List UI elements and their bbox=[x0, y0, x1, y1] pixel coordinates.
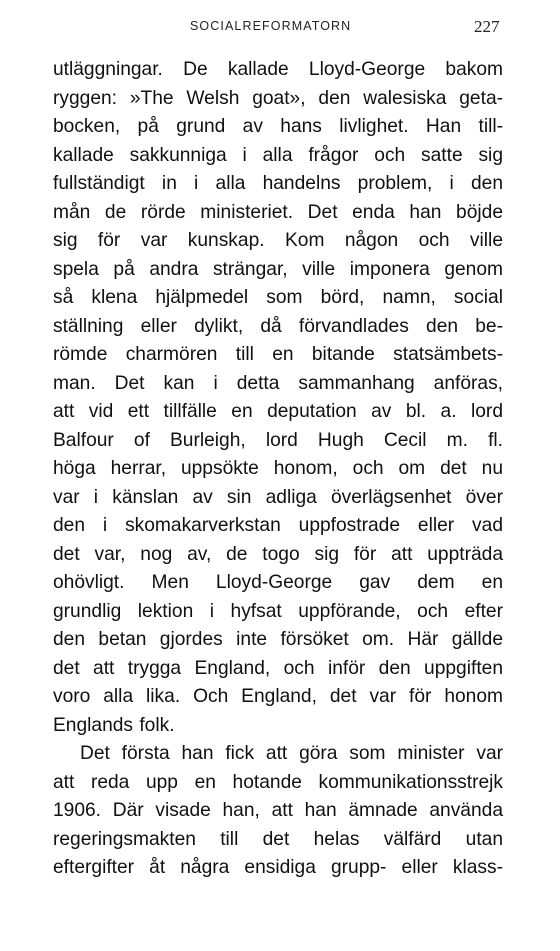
text-line: bocken, på grund av hans livlighet. Han till- bbox=[53, 116, 503, 137]
running-title: SOCIALREFORMATORN bbox=[190, 19, 352, 33]
text-line: ohövligt. Men Lloyd-George gav dem en bbox=[53, 572, 503, 593]
text-line: så klena hjälpmedel som börd, namn, social bbox=[53, 287, 503, 308]
text-line: sig för var kunskap. Kom någon och ville bbox=[53, 230, 503, 251]
text-line: var i känslan av sin adliga överlägsenhet över bbox=[53, 486, 503, 508]
text-line: Balfour of Burleigh, lord Hugh Cecil m. fl. bbox=[53, 429, 503, 451]
text-line: det att trygga England, och inför den uppgiften bbox=[53, 657, 503, 679]
text-line: den i skomakarverkstan uppfostrade eller vad bbox=[53, 515, 503, 536]
text-line: eftergifter åt några ensidiga grupp- eller klass- bbox=[53, 857, 503, 878]
page-number: 227 bbox=[474, 17, 500, 36]
text-line: kallade sakkunniga i alla frågor och satte sig bbox=[53, 144, 503, 166]
text-line: grundlig lektion i hyfsat uppförande, och efter bbox=[53, 600, 503, 622]
text-line: Det första han fick att göra som minister var bbox=[80, 743, 503, 764]
text-line: regeringsmakten till det helas välfärd utan bbox=[53, 828, 503, 850]
text-line: 1906. Där visade han, att han ämnade använda bbox=[53, 800, 503, 821]
text-line: mån de rörde ministeriet. Det enda han böjde bbox=[53, 201, 503, 223]
text-line: fullständigt in i alla handelns problem, i den bbox=[53, 173, 503, 194]
text-line: voro alla lika. Och England, det var för honom bbox=[53, 686, 503, 707]
text-line: höga herrar, uppsökte honom, och om det nu bbox=[53, 458, 503, 479]
text-line: ställning eller dylikt, då förvandlades den be- bbox=[53, 315, 503, 337]
text-line: att vid ett tillfälle en deputation av bl. a. lord bbox=[53, 401, 503, 422]
text-line: ryggen: »The Welsh goat», den walesiska geta- bbox=[53, 87, 503, 109]
text-line: det var, nog av, de togo sig för att uppträda bbox=[53, 543, 503, 565]
text-line: Englands folk. bbox=[53, 714, 175, 736]
text-line: spela på andra strängar, ville imponera genom bbox=[53, 258, 503, 280]
text-line: man. Det kan i detta sammanhang anföras, bbox=[53, 372, 503, 394]
running-head bbox=[0, 17, 560, 37]
body-text bbox=[53, 56, 503, 883]
text-line: römde charmören till en bitande statsämbets- bbox=[53, 344, 503, 365]
text-line: att reda upp en hotande kommunikationsstrejk bbox=[53, 771, 503, 793]
text-line: utläggningar. De kallade Lloyd-George bakom bbox=[53, 59, 503, 80]
text-line: den betan gjordes inte försöket om. Här gällde bbox=[53, 629, 503, 650]
